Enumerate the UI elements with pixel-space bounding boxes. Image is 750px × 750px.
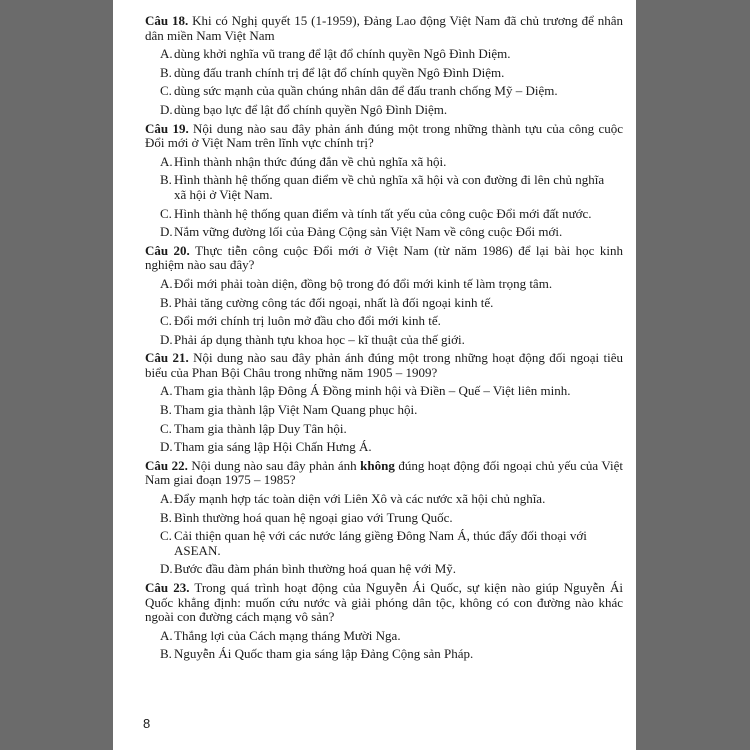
question-stem [145, 459, 623, 488]
answer-option-a [160, 277, 623, 292]
question-label: Câu 21. [145, 350, 189, 366]
option-text: Bước đầu đàm phán bình thường hoá quan hệ với Mỹ. [174, 561, 457, 577]
option-letter: A. [160, 383, 173, 399]
answer-option-a [160, 629, 623, 644]
question-22 [145, 459, 623, 577]
question-stem [145, 244, 623, 273]
option-text: dùng sức mạnh của quần chúng nhân dân để đấu tranh chống Mỹ – Diệm. [174, 83, 558, 99]
option-text: Tham gia thành lập Đông Á Đồng minh hội và Điền – Quế – Việt liên minh. [174, 383, 571, 399]
answer-option-b [160, 647, 623, 662]
question-text-after: đúng hoạt động đối ngoại chủ yếu của Việt Nam giai đoạn 1975 – 1985? [145, 457, 624, 488]
question-18 [145, 14, 623, 118]
question-label: Câu 18. [145, 13, 189, 28]
option-text: Thắng lợi của Cách mạng tháng Mười Nga. [174, 627, 401, 643]
right-margin-bar [636, 0, 750, 750]
option-text: Hình thành nhận thức đúng đắn về chủ nghĩa xã hội. [174, 153, 447, 169]
answer-option-c [160, 207, 623, 222]
option-letter: C. [160, 205, 172, 221]
question-text: Nội dung nào sau đây phản ánh đúng một trong những hoạt động đối ngoại tiêu biểu của Phan Bội Châu trong những năm 1905 – 1909? [145, 350, 624, 380]
option-text: Tham gia sáng lập Hội Chấn Hưng Á. [174, 439, 372, 455]
option-letter: C. [160, 420, 172, 436]
option-text: Cải thiện quan hệ với các nước láng giềng Đông Nam Á, thúc đẩy đối thoại với ASEAN. [174, 528, 587, 558]
option-letter: B. [160, 172, 172, 188]
option-letter: C. [160, 313, 172, 329]
option-text: Tham gia thành lập Việt Nam Quang phục hội. [174, 402, 418, 418]
option-text: Nắm vững đường lối của Đảng Cộng sản Việt Nam về công cuộc Đổi mới. [174, 224, 563, 240]
question-text: Nội dung nào sau đây phản ánh đúng một trong những thành tựu của công cuộc Đổi mới ở Việt Nam trên lĩnh vực chính trị? [145, 120, 624, 151]
question-text-before: Nội dung nào sau đây phản ánh [191, 457, 361, 473]
answer-option-d [160, 225, 623, 240]
answer-option-d [160, 333, 623, 348]
answer-option-a [160, 155, 623, 170]
answer-option-c [160, 314, 623, 329]
question-stem [145, 351, 623, 380]
option-text: Đẩy mạnh hợp tác toàn diện với Liên Xô và các nước xã hội chủ nghĩa. [174, 491, 546, 507]
option-letter: B. [160, 402, 172, 418]
question-text: Thực tiễn công cuộc Đổi mới ở Việt Nam (từ năm 1986) để lại bài học kinh nghiệm nào sau đây? [145, 242, 623, 273]
option-text: Nguyễn Ái Quốc tham gia sáng lập Đảng Cộng sản Pháp. [174, 646, 474, 662]
option-text: Hình thành hệ thống quan điểm và tính tất yếu của công cuộc Đổi mới đất nước. [174, 205, 592, 221]
answer-option-c [160, 84, 623, 99]
question-21 [145, 351, 623, 455]
question-label: Câu 23. [145, 580, 190, 595]
answer-option-d [160, 440, 623, 455]
option-letter: B. [160, 64, 172, 80]
question-stem [145, 122, 623, 151]
option-letter: B. [160, 294, 172, 310]
document-page [113, 0, 636, 750]
question-stem [145, 581, 623, 625]
option-letter: D. [160, 101, 173, 117]
option-text: dùng khởi nghĩa vũ trang để lật đổ chính quyền Ngô Đình Diệm. [174, 46, 511, 62]
option-text: Phải áp dụng thành tựu khoa học – kĩ thuật của thế giới. [174, 331, 465, 347]
answer-option-b [160, 173, 623, 202]
option-text: Đổi mới phải toàn diện, đồng bộ trong đó đổi mới kinh tế làm trọng tâm. [174, 275, 553, 291]
option-letter: C. [160, 528, 172, 544]
option-letter: A. [160, 275, 173, 291]
answer-option-d [160, 103, 623, 118]
question-emphasis: không [360, 457, 395, 473]
option-letter: C. [160, 83, 172, 99]
answer-option-b [160, 403, 623, 418]
option-letter: A. [160, 46, 173, 62]
answer-option-b [160, 511, 623, 526]
answer-option-a [160, 47, 623, 62]
answer-option-a [160, 384, 623, 399]
option-letter: D. [160, 331, 173, 347]
option-text: Phải tăng cường công tác đối ngoại, nhất là đối ngoại kinh tế. [174, 294, 494, 310]
option-letter: A. [160, 627, 173, 643]
option-text: Hình thành hệ thống quan điểm về chủ nghĩa xã hội và con đường đi lên chủ nghĩa xã hội ở Việt Nam. [174, 172, 605, 202]
question-list [145, 14, 623, 665]
question-stem [145, 14, 623, 43]
option-letter: A. [160, 153, 173, 169]
option-letter: A. [160, 491, 173, 507]
option-letter: B. [160, 646, 172, 662]
page-number: 8 [143, 716, 151, 731]
option-text: dùng bạo lực để lật đổ chính quyền Ngô Đình Diệm. [174, 101, 448, 117]
answer-option-b [160, 296, 623, 311]
answer-option-b [160, 66, 623, 81]
question-text: Khi có Nghị quyết 15 (1-1959), Đảng Lao động Việt Nam đã chủ trương để nhân dân miền Nam Việt Nam [145, 13, 624, 43]
answer-option-d [160, 562, 623, 577]
option-letter: D. [160, 439, 173, 455]
option-letter: B. [160, 509, 172, 525]
option-letter: D. [160, 561, 173, 577]
option-letter: D. [160, 224, 173, 240]
question-text: Trong quá trình hoạt động của Nguyễn Ái Quốc, sự kiện nào giúp Nguyễn Ái Quốc khẳng định: muốn cứu nước và giải phóng dân tộc, không có con đường nào khác ngoài con đường cách mạng vô sản? [145, 580, 624, 625]
option-text: Bình thường hoá quan hệ ngoại giao với Trung Quốc. [174, 509, 453, 525]
left-margin-bar [0, 0, 113, 750]
answer-option-a [160, 492, 623, 507]
answer-option-c [160, 529, 623, 558]
question-23 [145, 581, 623, 662]
option-text: dùng đấu tranh chính trị để lật đổ chính quyền Ngô Đình Diệm. [174, 64, 505, 80]
question-label: Câu 19. [145, 120, 189, 136]
option-text: Đổi mới chính trị luôn mở đầu cho đổi mới kinh tế. [174, 313, 441, 329]
question-19 [145, 122, 623, 240]
question-label: Câu 20. [145, 242, 190, 258]
option-text: Tham gia thành lập Duy Tân hội. [174, 420, 347, 436]
question-label: Câu 22. [145, 457, 188, 473]
question-20 [145, 244, 623, 348]
answer-option-c [160, 422, 623, 437]
